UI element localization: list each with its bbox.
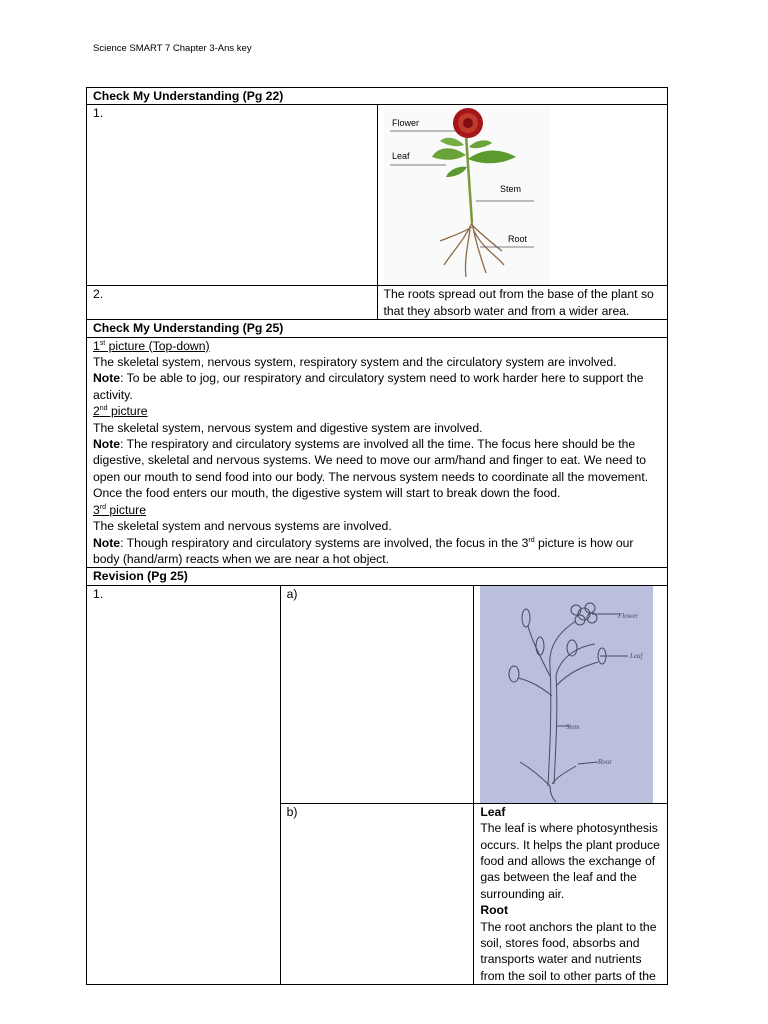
question-number: 1. xyxy=(87,585,281,984)
labelled-plant-photo xyxy=(384,105,550,285)
subquestion-label: b) xyxy=(280,803,474,984)
leaf-answer-text: The leaf is where photosynthesis occurs. It helps the plant produce food and allows the exchange of gas between the leaf and the surrounding air. xyxy=(480,821,660,901)
page-header: Science SMART 7 Chapter 3-Ans key xyxy=(93,43,252,54)
note-text: Note: To be able to jog, our respiratory and circulatory system need to work harder here to support the activity. xyxy=(93,371,644,402)
answer-key-document xyxy=(86,87,668,985)
answer-text: The skeletal system and nervous systems are involved. xyxy=(93,519,392,534)
picture-heading: 2nd picture xyxy=(93,404,148,419)
subquestion-label: a) xyxy=(280,585,474,803)
flower-label: Flower xyxy=(391,118,419,129)
pg25-answer-cell xyxy=(87,337,668,568)
hand-drawn-plant-sketch xyxy=(480,586,653,803)
note-text: Note: The respiratory and circulatory systems are involved all the time. The focus here should be the digestive, skeletal and nervous systems. We need to move our arm/hand and finger to eat. We need to open our mouth to send food into our body. The nervous system needs to coordinate all the movement. Once the food enters our mouth, the digestive system will start to break down the food. xyxy=(93,437,649,501)
part-b-answer-cell xyxy=(474,803,668,984)
answer-text: The roots spread out from the base of the plant so that they absorb water and from a wider area. xyxy=(377,286,668,320)
stem-label: Stem xyxy=(499,184,521,195)
plant-photo-cell xyxy=(377,105,668,286)
picture-heading: 1st picture (Top-down) xyxy=(93,338,210,353)
sketch-stem-label: Stem xyxy=(566,722,580,731)
sketch-root-label: Root xyxy=(598,757,612,766)
plant-sketch-cell xyxy=(474,585,668,803)
picture-heading: 3rd picture xyxy=(93,502,146,517)
root-heading: Root xyxy=(480,903,509,918)
leaf-heading: Leaf xyxy=(480,804,506,819)
question-number: 2. xyxy=(87,286,378,320)
answer-text: The skeletal system, nervous system and digestive system are involved. xyxy=(93,420,483,435)
sketch-leaf-label: Leaf xyxy=(630,651,643,660)
root-answer-text: The root anchors the plant to the soil, stores food, absorbs and transports water and nutrients from the soil to other parts of the xyxy=(480,919,657,983)
table-section-1 xyxy=(86,87,668,568)
section-title-pg22: Check My Understanding (Pg 22) xyxy=(87,88,668,105)
section-title-pg25: Check My Understanding (Pg 25) xyxy=(87,320,668,337)
answer-text: The skeletal system, nervous system, respiratory system and the circulatory system are involved. xyxy=(93,355,617,370)
note-text: Note: Though respiratory and circulatory systems are involved, the focus in the 3rd picture is how our body (hand/arm) reacts when we are near a hot object. xyxy=(93,535,634,566)
root-label: Root xyxy=(507,234,527,245)
question-number: 1. xyxy=(87,105,378,286)
leaf-label: Leaf xyxy=(391,151,410,162)
table-section-revision xyxy=(86,567,668,985)
sketch-flower-label: Flower xyxy=(618,611,639,620)
section-title-revision: Revision (Pg 25) xyxy=(87,568,668,585)
